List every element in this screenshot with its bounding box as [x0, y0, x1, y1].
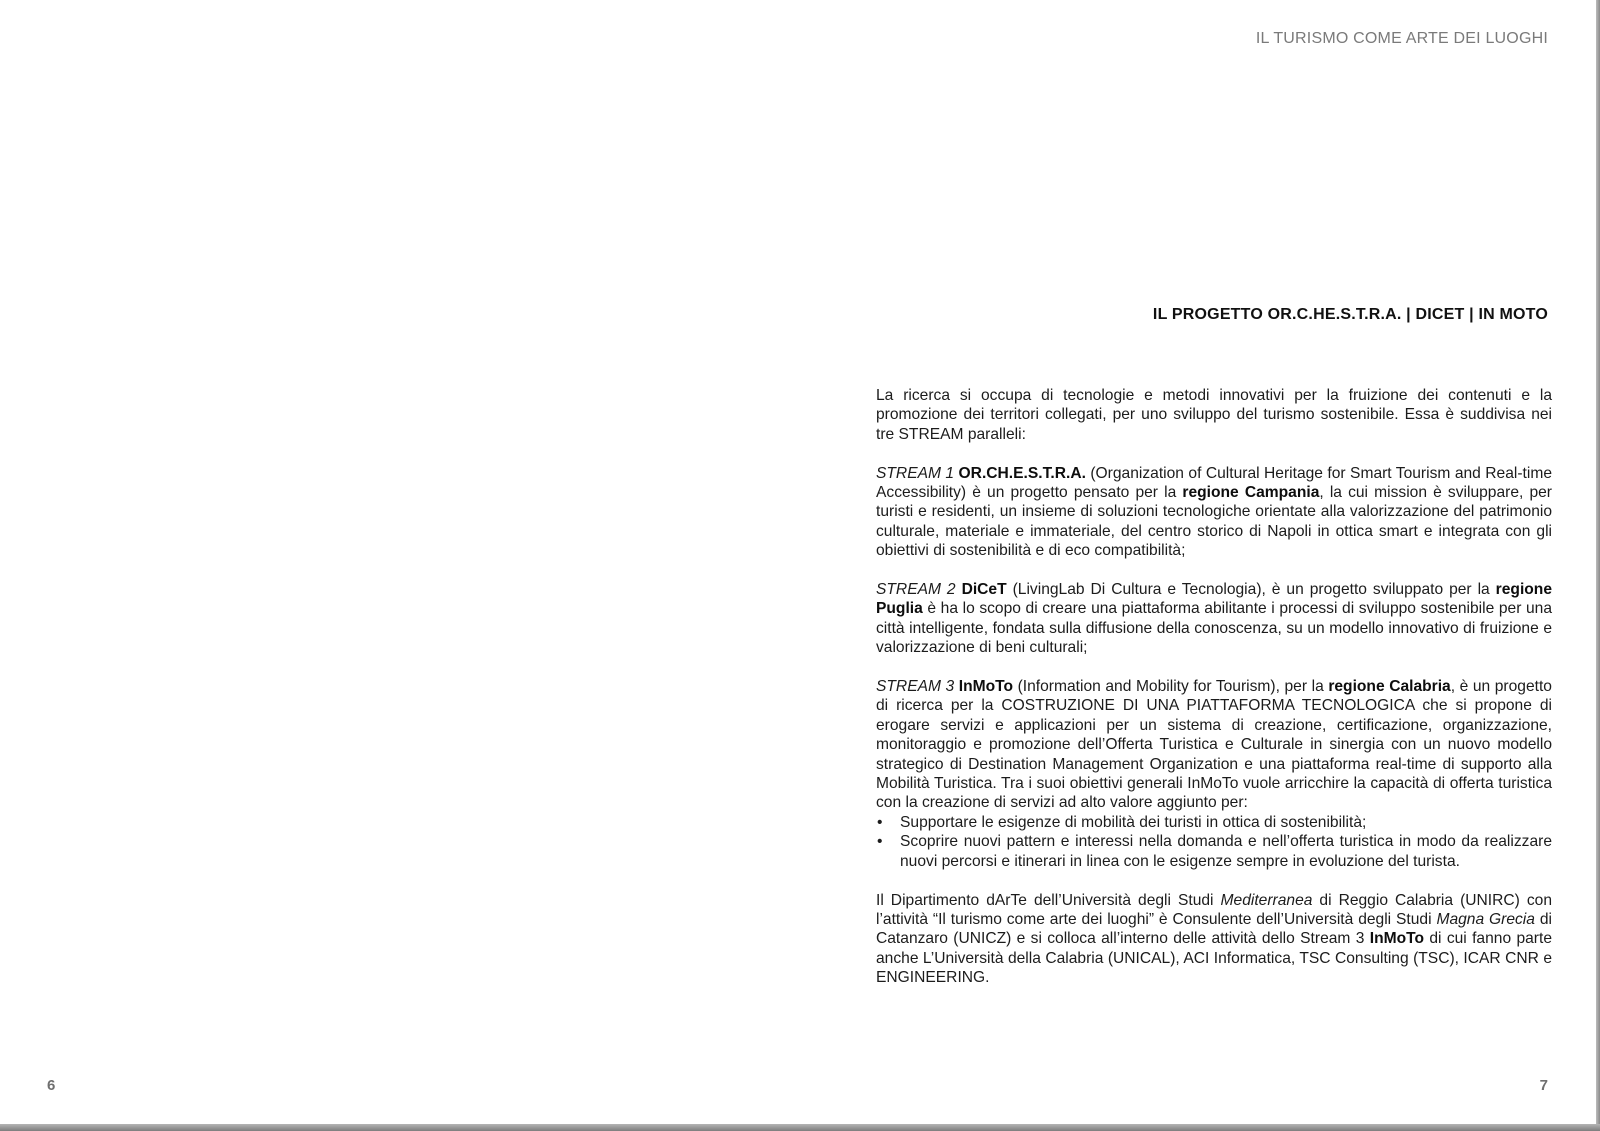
- running-head: IL TURISMO COME ARTE DEI LUOGHI: [1255, 30, 1548, 47]
- closing-text-3: di Catanzaro (UNICZ) e si colloca all’interno delle attività dello Stream 3: [876, 910, 1552, 948]
- stream3-region: regione Calabria: [1328, 678, 1451, 696]
- stream1-name: OR.CH.E.S.T.R.A.: [958, 464, 1086, 482]
- stream3-text-a: (Information and Mobility for Tourism), per la: [1013, 678, 1329, 696]
- stream2-region: regione Puglia: [876, 581, 1552, 618]
- closing-italic-1: Mediterranea: [1220, 891, 1313, 909]
- stream1-region: regione Campania: [1182, 484, 1320, 502]
- page-edge-shadow-right: [1596, 0, 1600, 1131]
- stream2-text-a: (LivingLab Di Cultura e Tecnologia), è un progetto sviluppato per la: [1006, 581, 1496, 599]
- stream3-label: STREAM 3: [876, 678, 955, 696]
- closing-bold-1: InMoTo: [1369, 930, 1425, 948]
- intro-paragraph: La ricerca si occupa di tecnologie e metodi innovativi per la fruizione dei contenuti e la promozione dei territori collegati, per uno sviluppo del turismo sostenibile. Essa è suddivisa nei tre STREAM paralleli:: [876, 387, 1552, 443]
- closing-text-2: di Reggio Calabria (UNIRC) con l’attività “Il turismo come arte dei luoghi” è Consulente dell’Università degli Studi: [876, 891, 1552, 928]
- page-number-right: 7: [1539, 1077, 1548, 1094]
- bullet-icon: •: [877, 813, 883, 831]
- bullet-icon: •: [877, 833, 883, 851]
- page-title: IL PROGETTO OR.C.HE.S.T.R.A. | DICET | IN MOTO: [1152, 306, 1548, 323]
- bullet-text: Supportare le esigenze di mobilità dei turisti in ottica di sostenibilità;: [900, 813, 1367, 831]
- stream2-text-b: è ha lo scopo di creare una piattaforma abilitante i processi di sviluppo sostenibile per una città intelligente, fondata sulla diffusione della conoscenza, su un modello innovativo di fruizione e valorizzazione di beni culturali;: [876, 600, 1552, 657]
- stream2-label: STREAM 2: [876, 581, 956, 599]
- closing-paragraph: [876, 891, 1552, 988]
- stream1-text-a: (Organization of Cultural Heritage for Smart Tourism and Real-time Accessibility) è un progetto pensato per la: [876, 464, 1553, 502]
- stream1-paragraph: [876, 464, 1552, 561]
- stream3-name: InMoTo: [958, 678, 1014, 696]
- stream3-paragraph: [876, 677, 1552, 813]
- stream1-label: STREAM 1: [876, 464, 955, 482]
- bullet-item: [876, 813, 1552, 832]
- page-number-left: 6: [47, 1077, 56, 1094]
- bullet-text: Scoprire nuovi pattern e interessi nella domanda e nell’offerta turistica in modo da realizzare nuovi percorsi e itinerari in linea con le esigenze sempre in evoluzione del turista.: [900, 833, 1552, 870]
- bullet-item: [876, 832, 1552, 871]
- stream2-paragraph: [876, 580, 1552, 658]
- closing-text-4: di cui fanno parte anche L’Università della Calabria (UNICAL), ACI Informatica, TSC Consulting (TSC), ICAR CNR e ENGINEERING.: [876, 930, 1553, 987]
- stream1-text-b: , la cui mission è sviluppare, per turisti e residenti, un insieme di soluzioni tecnologiche orientate alla valorizzazione del patrimonio culturale, materiale e immateriale, del centro storico di Napoli in ottica smart e integrata con gli obiettivi di sostenibilità e di eco compatibilità;: [876, 484, 1552, 560]
- stream3-bullet-list: [876, 813, 1552, 871]
- stream3-text-b: , è un progetto di ricerca per la COSTRUZIONE DI UNA PIATTAFORMA TECNOLOGICA che si propone di erogare servizi e applicazioni per un sistema di creazione, certificazione, organizzazione, monitoraggio e promozione dell’Offerta Turistica e Culturale in sinergia con un nuovo modello strategico di Destination Management Organization e una piattaforma real-time di supporto alla Mobilità Turistica. Tra i suoi obiettivi generali InMoTo vuole arricchire la capacità di offerta turistica con la creazione di servizi ad alto valore aggiunto per:: [876, 678, 1552, 812]
- page-edge-shadow-bottom: [0, 1124, 1600, 1131]
- closing-italic-2: Magna Grecia: [1436, 910, 1535, 928]
- closing-text-1: Il Dipartimento dArTe dell’Università degli Studi: [876, 891, 1221, 909]
- body-text: [876, 386, 1552, 1007]
- stream2-name: DiCeT: [961, 581, 1007, 599]
